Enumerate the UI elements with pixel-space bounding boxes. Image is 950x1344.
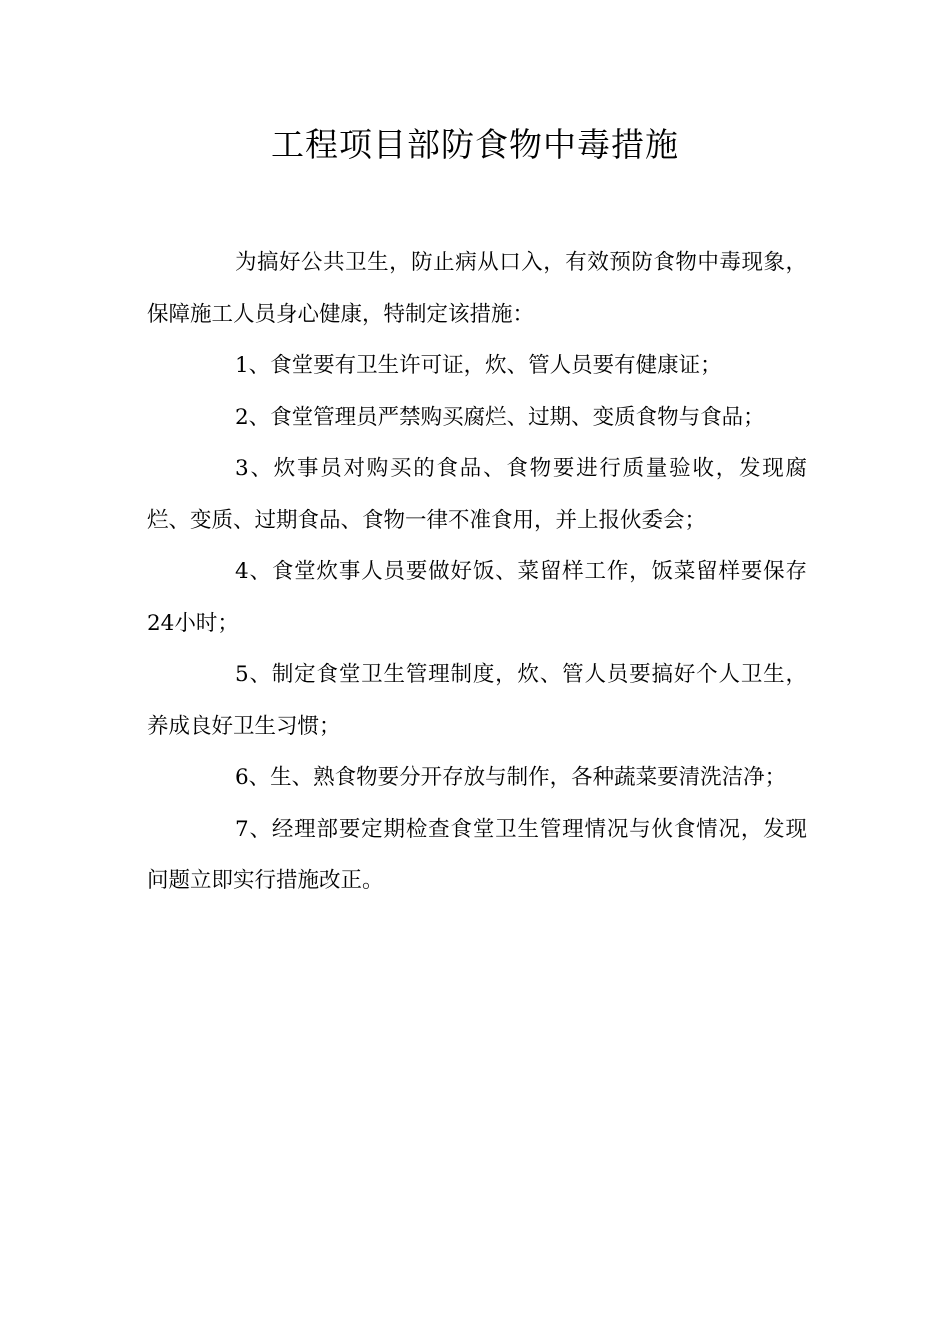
intro-paragraph: 为搞好公共卫生，防止病从口入，有效预防食物中毒现象，保障施工人员身心健康，特制定该措施：: [147, 250, 807, 327]
measure-item-5: 5、制定食堂卫生管理制度，炊、管人员要搞好个人卫生，养成良好卫生习惯；: [147, 662, 807, 739]
document-title: 工程项目部防食物中毒措施: [271, 125, 679, 164]
measure-item-4: 4、食堂炊事人员要做好饭、菜留样工作，饭菜留样要保存24小时；: [147, 559, 807, 636]
measure-item-1: 1、食堂要有卫生许可证，炊、管人员要有健康证；: [235, 353, 722, 378]
measure-item-2: 2、食堂管理员严禁购买腐烂、过期、变质食物与食品；: [235, 404, 765, 430]
document-body: [147, 237, 807, 907]
measure-item-3: 3、炊事员对购买的食品、食物要进行质量验收，发现腐烂、变质、过期食品、食物一律不准食用，并上报伙委会；: [147, 456, 807, 533]
measure-item-7: 7、经理部要定期检查食堂卫生管理情况与伙食情况，发现问题立即实行措施改正。: [147, 816, 807, 893]
measure-item-6: 6、生、熟食物要分开存放与制作，各种蔬菜要清洗洁净；: [235, 765, 787, 790]
